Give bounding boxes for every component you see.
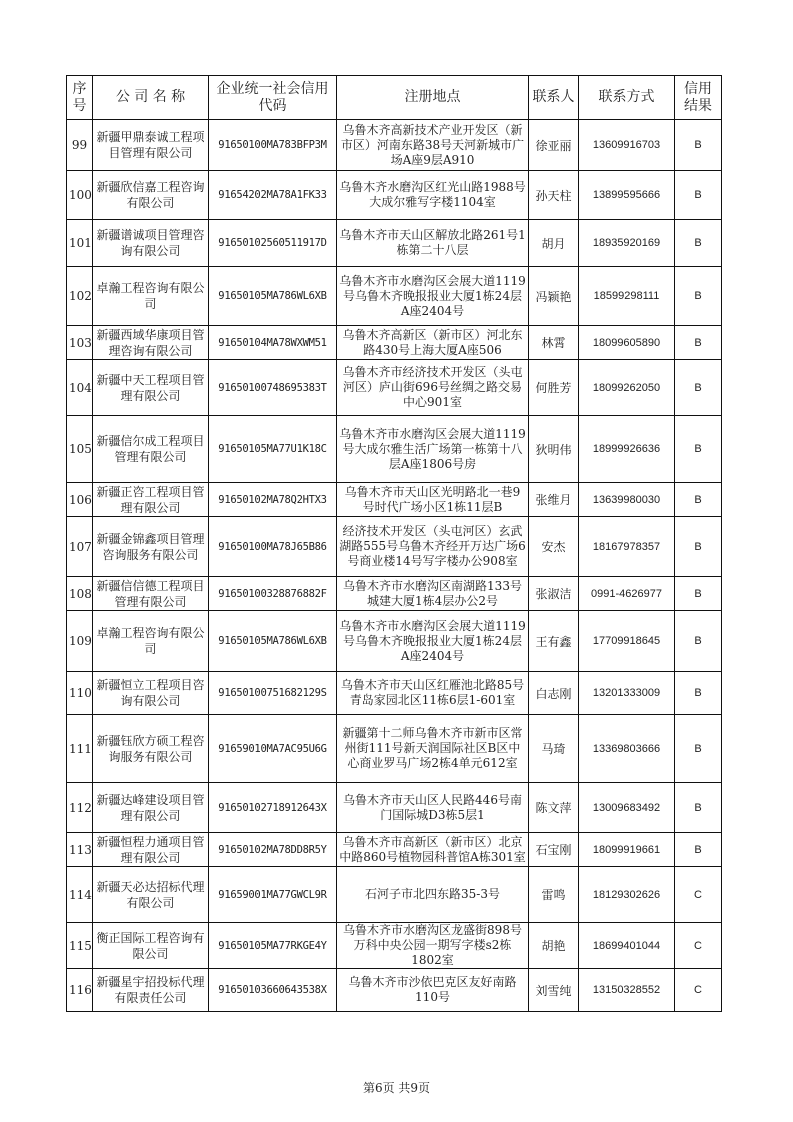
credit-result: C bbox=[675, 969, 722, 1012]
table-row bbox=[67, 923, 722, 969]
credit-code: 91650105MA786WL6XB bbox=[209, 611, 337, 672]
row-number: 105 bbox=[67, 416, 93, 483]
contact-phone: 18935920169 bbox=[579, 220, 675, 267]
credit-code: 91650100751682129S bbox=[209, 672, 337, 715]
registered-address: 乌鲁木齐市高新区（新市区）北京中路860号植物园科普馆A栋301室 bbox=[337, 833, 529, 867]
registered-address: 乌鲁木齐水磨沟区红光山路1988号大成尔雅写字楼1104室 bbox=[337, 171, 529, 220]
credit-result: B bbox=[675, 220, 722, 267]
row-number: 107 bbox=[67, 517, 93, 577]
credit-code: 91650104MA78WXWM51 bbox=[209, 326, 337, 360]
contact-phone: 13609916703 bbox=[579, 120, 675, 171]
company-name: 新疆信信德工程项目管理有限公司 bbox=[93, 577, 209, 611]
row-number: 103 bbox=[67, 326, 93, 360]
registered-address: 经济技术开发区（头屯河区）玄武湖路555号乌鲁木齐经开万达广场6号商业楼14号写字楼办公908室 bbox=[337, 517, 529, 577]
row-number: 99 bbox=[67, 120, 93, 171]
header-contact: 联系人 bbox=[529, 76, 579, 120]
company-name: 卓瀚工程咨询有限公司 bbox=[93, 267, 209, 326]
company-name: 新疆钰欣方硕工程咨询服务有限公司 bbox=[93, 715, 209, 783]
contact-phone: 0991-4626977 bbox=[579, 577, 675, 611]
credit-code: 91650102MA78DD8R5Y bbox=[209, 833, 337, 867]
company-name: 卓瀚工程咨询有限公司 bbox=[93, 611, 209, 672]
contact-person: 狄明伟 bbox=[529, 416, 579, 483]
credit-result: C bbox=[675, 867, 722, 923]
row-number: 102 bbox=[67, 267, 93, 326]
credit-code: 91650100748695383T bbox=[209, 360, 337, 416]
credit-results-table bbox=[66, 75, 722, 1012]
table-row bbox=[67, 171, 722, 220]
contact-person: 雷鸣 bbox=[529, 867, 579, 923]
credit-code: 91650102718912643X bbox=[209, 783, 337, 833]
credit-code: 91650100MA78J65B86 bbox=[209, 517, 337, 577]
contact-person: 林霄 bbox=[529, 326, 579, 360]
credit-code: 91659010MA7AC95U6G bbox=[209, 715, 337, 783]
company-name: 新疆达峰建设项目管理有限公司 bbox=[93, 783, 209, 833]
table-row bbox=[67, 867, 722, 923]
credit-result: B bbox=[675, 416, 722, 483]
contact-person: 白志刚 bbox=[529, 672, 579, 715]
registered-address: 乌鲁木齐市水磨沟区会展大道1119号乌鲁木齐晚报报业大厦1栋24层A座2404号 bbox=[337, 611, 529, 672]
table-row bbox=[67, 833, 722, 867]
table-row bbox=[67, 783, 722, 833]
contact-person: 冯颖艳 bbox=[529, 267, 579, 326]
registered-address: 乌鲁木齐市水磨沟区会展大道1119号大成尔雅生活广场第一栋第十八层A座1806号房 bbox=[337, 416, 529, 483]
credit-code: 91650105MA77RKGE4Y bbox=[209, 923, 337, 969]
row-number: 109 bbox=[67, 611, 93, 672]
table-header-row bbox=[67, 76, 722, 120]
credit-result: B bbox=[675, 715, 722, 783]
credit-result: B bbox=[675, 577, 722, 611]
credit-code: 91650102560511917D bbox=[209, 220, 337, 267]
contact-phone: 17709918645 bbox=[579, 611, 675, 672]
contact-phone: 18099919661 bbox=[579, 833, 675, 867]
table-row bbox=[67, 416, 722, 483]
table-row bbox=[67, 483, 722, 517]
contact-phone: 13150328552 bbox=[579, 969, 675, 1012]
company-name: 新疆甲鼎泰诚工程项目管理有限公司 bbox=[93, 120, 209, 171]
contact-person: 张淑洁 bbox=[529, 577, 579, 611]
credit-result: B bbox=[675, 483, 722, 517]
credit-code: 91650105MA786WL6XB bbox=[209, 267, 337, 326]
credit-result: B bbox=[675, 611, 722, 672]
credit-code: 91650100328876882F bbox=[209, 577, 337, 611]
table-row bbox=[67, 517, 722, 577]
credit-code: 91659001MA77GWCL9R bbox=[209, 867, 337, 923]
contact-person: 张维月 bbox=[529, 483, 579, 517]
row-number: 112 bbox=[67, 783, 93, 833]
contact-phone: 13009683492 bbox=[579, 783, 675, 833]
header-address: 注册地点 bbox=[337, 76, 529, 120]
contact-person: 刘雪纯 bbox=[529, 969, 579, 1012]
contact-person: 胡月 bbox=[529, 220, 579, 267]
company-name: 新疆欣信嘉工程咨询有限公司 bbox=[93, 171, 209, 220]
header-credit-code: 企业统一社会信用代码 bbox=[209, 76, 337, 120]
contact-phone: 13369803666 bbox=[579, 715, 675, 783]
table-row bbox=[67, 715, 722, 783]
row-number: 100 bbox=[67, 171, 93, 220]
company-name: 新疆金锦鑫项目管理咨询服务有限公司 bbox=[93, 517, 209, 577]
contact-person: 何胜芳 bbox=[529, 360, 579, 416]
company-name: 新疆正咨工程项目管理有限公司 bbox=[93, 483, 209, 517]
contact-phone: 18999926636 bbox=[579, 416, 675, 483]
header-number: 序号 bbox=[67, 76, 93, 120]
registered-address: 乌鲁木齐市天山区红雁池北路85号青岛家园北区11栋6层1-601室 bbox=[337, 672, 529, 715]
contact-phone: 18699401044 bbox=[579, 923, 675, 969]
contact-person: 徐亚丽 bbox=[529, 120, 579, 171]
table-row bbox=[67, 220, 722, 267]
contact-phone: 18099605890 bbox=[579, 326, 675, 360]
contact-person: 马琦 bbox=[529, 715, 579, 783]
table-row bbox=[67, 120, 722, 171]
row-number: 114 bbox=[67, 867, 93, 923]
credit-result: B bbox=[675, 120, 722, 171]
company-name: 衡正国际工程咨询有限公司 bbox=[93, 923, 209, 969]
row-number: 111 bbox=[67, 715, 93, 783]
row-number: 115 bbox=[67, 923, 93, 969]
credit-result: C bbox=[675, 923, 722, 969]
registered-address: 乌鲁木齐市沙依巴克区友好南路110号 bbox=[337, 969, 529, 1012]
contact-person: 安杰 bbox=[529, 517, 579, 577]
header-credit-result: 信用结果 bbox=[675, 76, 722, 120]
credit-code: 91650105MA77U1K18C bbox=[209, 416, 337, 483]
table-row bbox=[67, 672, 722, 715]
company-name: 新疆谱诚项目管理咨询有限公司 bbox=[93, 220, 209, 267]
credit-code: 91650103660643538X bbox=[209, 969, 337, 1012]
page-footer: 第6页 共9页 bbox=[362, 1081, 431, 1095]
credit-result: B bbox=[675, 833, 722, 867]
contact-phone: 13201333009 bbox=[579, 672, 675, 715]
contact-phone: 13639980030 bbox=[579, 483, 675, 517]
row-number: 104 bbox=[67, 360, 93, 416]
registered-address: 乌鲁木齐高新技术产业开发区（新市区）河南东路38号天河新城市广场A座9层A910 bbox=[337, 120, 529, 171]
company-name: 新疆信尔成工程项目管理有限公司 bbox=[93, 416, 209, 483]
row-number: 116 bbox=[67, 969, 93, 1012]
registered-address: 新疆第十二师乌鲁木齐市新市区常州街111号新天润国际社区B区中心商业罗马广场2栋4单元612室 bbox=[337, 715, 529, 783]
credit-result: B bbox=[675, 672, 722, 715]
registered-address: 乌鲁木齐市水磨沟区龙盛街898号万科中央公园一期写字楼s2栋1802室 bbox=[337, 923, 529, 969]
registered-address: 石河子市北四东路35-3号 bbox=[337, 867, 529, 923]
table-row bbox=[67, 611, 722, 672]
company-name: 新疆恒程力通项目管理有限公司 bbox=[93, 833, 209, 867]
contact-person: 王有鑫 bbox=[529, 611, 579, 672]
contact-phone: 18167978357 bbox=[579, 517, 675, 577]
contact-person: 孙天柱 bbox=[529, 171, 579, 220]
credit-result: B bbox=[675, 360, 722, 416]
contact-phone: 13899595666 bbox=[579, 171, 675, 220]
registered-address: 乌鲁木齐高新区（新市区）河北东路430号上海大厦A座506 bbox=[337, 326, 529, 360]
row-number: 108 bbox=[67, 577, 93, 611]
credit-code: 91654202MA78A1FK33 bbox=[209, 171, 337, 220]
header-company: 公 司 名 称 bbox=[93, 76, 209, 120]
contact-person: 石宝刚 bbox=[529, 833, 579, 867]
registered-address: 乌鲁木齐市天山区人民路446号南门国际城D3栋5层1 bbox=[337, 783, 529, 833]
contact-phone: 18099262050 bbox=[579, 360, 675, 416]
registered-address: 乌鲁木齐市天山区解放北路261号1栋第二十八层 bbox=[337, 220, 529, 267]
row-number: 106 bbox=[67, 483, 93, 517]
credit-code: 91650100MA783BFP3M bbox=[209, 120, 337, 171]
company-name: 新疆中天工程项目管理有限公司 bbox=[93, 360, 209, 416]
credit-result: B bbox=[675, 517, 722, 577]
table-row bbox=[67, 267, 722, 326]
credit-result: B bbox=[675, 783, 722, 833]
table-body bbox=[67, 120, 722, 1012]
registered-address: 乌鲁木齐市经济技术开发区（头屯河区）庐山街696号丝绸之路交易中心901室 bbox=[337, 360, 529, 416]
registered-address: 乌鲁木齐市水磨沟区会展大道1119号乌鲁木齐晚报报业大厦1栋24层A座2404号 bbox=[337, 267, 529, 326]
credit-result: B bbox=[675, 171, 722, 220]
registered-address: 乌鲁木齐市水磨沟区南湖路133号城建大厦1栋4层办公2号 bbox=[337, 577, 529, 611]
row-number: 113 bbox=[67, 833, 93, 867]
credit-result: B bbox=[675, 267, 722, 326]
table-row bbox=[67, 969, 722, 1012]
contact-phone: 18599298111 bbox=[579, 267, 675, 326]
row-number: 101 bbox=[67, 220, 93, 267]
company-name: 新疆恒立工程项目咨询有限公司 bbox=[93, 672, 209, 715]
company-name: 新疆天必达招标代理有限公司 bbox=[93, 867, 209, 923]
credit-code: 91650102MA78Q2HTX3 bbox=[209, 483, 337, 517]
credit-result: B bbox=[675, 326, 722, 360]
registered-address: 乌鲁木齐市天山区光明路北一巷9号时代广场小区1栋11层B bbox=[337, 483, 529, 517]
contact-person: 陈文萍 bbox=[529, 783, 579, 833]
row-number: 110 bbox=[67, 672, 93, 715]
contact-person: 胡艳 bbox=[529, 923, 579, 969]
table-row bbox=[67, 360, 722, 416]
company-name: 新疆星宇招投标代理有限责任公司 bbox=[93, 969, 209, 1012]
table-row bbox=[67, 577, 722, 611]
header-phone: 联系方式 bbox=[579, 76, 675, 120]
company-name: 新疆西域华康项目管理咨询有限公司 bbox=[93, 326, 209, 360]
contact-phone: 18129302626 bbox=[579, 867, 675, 923]
table-row bbox=[67, 326, 722, 360]
